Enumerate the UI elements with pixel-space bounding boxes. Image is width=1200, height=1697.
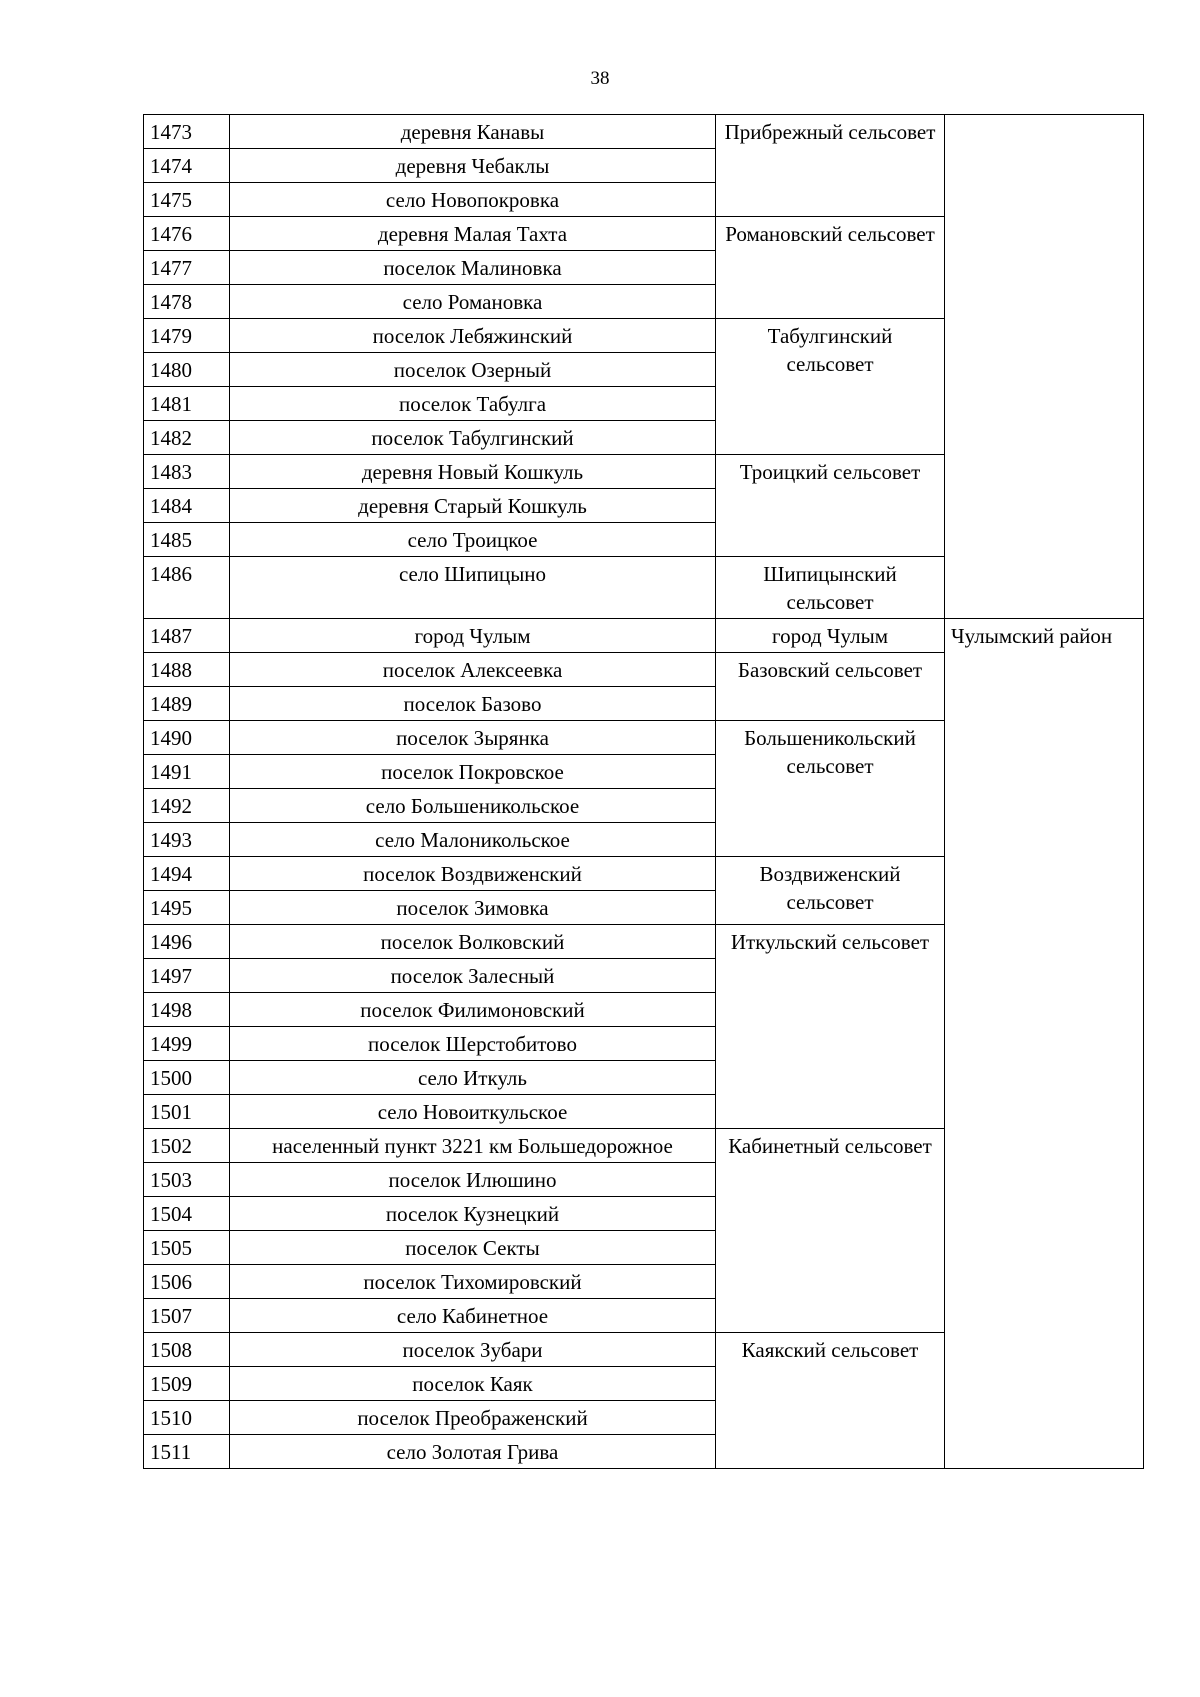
row-number: 1486 bbox=[144, 557, 230, 619]
row-number: 1494 bbox=[144, 857, 230, 891]
settlement-name: поселок Базово bbox=[230, 687, 716, 721]
settlement-name: деревня Малая Тахта bbox=[230, 217, 716, 251]
settlement-name: село Золотая Грива bbox=[230, 1435, 716, 1469]
settlement-name: деревня Новый Кошкуль bbox=[230, 455, 716, 489]
settlement-name: поселок Волковский bbox=[230, 925, 716, 959]
row-number: 1504 bbox=[144, 1197, 230, 1231]
settlement-name: поселок Лебяжинский bbox=[230, 319, 716, 353]
council-cell: Каякский сельсовет bbox=[716, 1333, 945, 1469]
table-row bbox=[144, 115, 1144, 149]
page-number: 38 bbox=[590, 68, 610, 89]
settlement-name: поселок Преображенский bbox=[230, 1401, 716, 1435]
row-number: 1492 bbox=[144, 789, 230, 823]
settlement-name: деревня Канавы bbox=[230, 115, 716, 149]
settlement-name: поселок Табулгинский bbox=[230, 421, 716, 455]
council-cell: город Чулым bbox=[716, 619, 945, 653]
row-number: 1481 bbox=[144, 387, 230, 421]
settlements-table bbox=[143, 114, 1144, 1469]
row-number: 1490 bbox=[144, 721, 230, 755]
settlement-name: село Троицкое bbox=[230, 523, 716, 557]
row-number: 1503 bbox=[144, 1163, 230, 1197]
row-number: 1473 bbox=[144, 115, 230, 149]
district-cell: Чулымский район bbox=[945, 619, 1144, 1469]
row-number: 1488 bbox=[144, 653, 230, 687]
row-number: 1496 bbox=[144, 925, 230, 959]
settlement-name: поселок Тихомировский bbox=[230, 1265, 716, 1299]
settlement-name: село Кабинетное bbox=[230, 1299, 716, 1333]
row-number: 1482 bbox=[144, 421, 230, 455]
council-cell: Воздвиженский сельсовет bbox=[716, 857, 945, 925]
settlement-name: поселок Зубари bbox=[230, 1333, 716, 1367]
council-cell: Большеникольский сельсовет bbox=[716, 721, 945, 857]
settlement-name: поселок Филимоновский bbox=[230, 993, 716, 1027]
row-number: 1477 bbox=[144, 251, 230, 285]
settlement-name: поселок Залесный bbox=[230, 959, 716, 993]
council-cell: Прибрежный сельсовет bbox=[716, 115, 945, 217]
settlement-name: село Новопокровка bbox=[230, 183, 716, 217]
council-cell: Кабинетный сельсовет bbox=[716, 1129, 945, 1333]
row-number: 1502 bbox=[144, 1129, 230, 1163]
settlement-name: поселок Воздвиженский bbox=[230, 857, 716, 891]
row-number: 1498 bbox=[144, 993, 230, 1027]
row-number: 1480 bbox=[144, 353, 230, 387]
council-cell: Табулгинский сельсовет bbox=[716, 319, 945, 455]
row-number: 1487 bbox=[144, 619, 230, 653]
row-number: 1507 bbox=[144, 1299, 230, 1333]
row-number: 1483 bbox=[144, 455, 230, 489]
row-number: 1511 bbox=[144, 1435, 230, 1469]
row-number: 1479 bbox=[144, 319, 230, 353]
row-number: 1489 bbox=[144, 687, 230, 721]
row-number: 1497 bbox=[144, 959, 230, 993]
settlement-name: поселок Шерстобитово bbox=[230, 1027, 716, 1061]
row-number: 1509 bbox=[144, 1367, 230, 1401]
council-cell: Иткульский сельсовет bbox=[716, 925, 945, 1129]
row-number: 1475 bbox=[144, 183, 230, 217]
settlement-name: деревня Чебаклы bbox=[230, 149, 716, 183]
table-row bbox=[144, 619, 1144, 653]
settlement-name: поселок Алексеевка bbox=[230, 653, 716, 687]
row-number: 1500 bbox=[144, 1061, 230, 1095]
settlement-name: поселок Табулга bbox=[230, 387, 716, 421]
row-number: 1484 bbox=[144, 489, 230, 523]
council-cell: Шипицынский сельсовет bbox=[716, 557, 945, 619]
row-number: 1510 bbox=[144, 1401, 230, 1435]
settlement-name: поселок Секты bbox=[230, 1231, 716, 1265]
settlement-name: поселок Малиновка bbox=[230, 251, 716, 285]
settlement-name: поселок Илюшино bbox=[230, 1163, 716, 1197]
row-number: 1501 bbox=[144, 1095, 230, 1129]
row-number: 1474 bbox=[144, 149, 230, 183]
settlement-name: село Новоиткульское bbox=[230, 1095, 716, 1129]
settlement-name: село Романовка bbox=[230, 285, 716, 319]
council-cell: Романовский сельсовет bbox=[716, 217, 945, 319]
row-number: 1508 bbox=[144, 1333, 230, 1367]
settlement-name: деревня Старый Кошкуль bbox=[230, 489, 716, 523]
row-number: 1485 bbox=[144, 523, 230, 557]
row-number: 1499 bbox=[144, 1027, 230, 1061]
row-number: 1493 bbox=[144, 823, 230, 857]
settlement-name: поселок Озерный bbox=[230, 353, 716, 387]
row-number: 1495 bbox=[144, 891, 230, 925]
settlement-name: село Большеникольское bbox=[230, 789, 716, 823]
row-number: 1506 bbox=[144, 1265, 230, 1299]
row-number: 1491 bbox=[144, 755, 230, 789]
settlement-name: поселок Кузнецкий bbox=[230, 1197, 716, 1231]
settlement-name: село Малоникольское bbox=[230, 823, 716, 857]
settlement-name: село Шипицыно bbox=[230, 557, 716, 619]
council-cell: Базовский сельсовет bbox=[716, 653, 945, 721]
district-cell bbox=[945, 115, 1144, 619]
settlement-name: город Чулым bbox=[230, 619, 716, 653]
settlement-name: поселок Зимовка bbox=[230, 891, 716, 925]
settlement-name: населенный пункт 3221 км Большедорожное bbox=[230, 1129, 716, 1163]
row-number: 1476 bbox=[144, 217, 230, 251]
settlement-name: село Иткуль bbox=[230, 1061, 716, 1095]
row-number: 1478 bbox=[144, 285, 230, 319]
row-number: 1505 bbox=[144, 1231, 230, 1265]
settlement-name: поселок Покровское bbox=[230, 755, 716, 789]
settlement-name: поселок Зырянка bbox=[230, 721, 716, 755]
settlement-name: поселок Каяк bbox=[230, 1367, 716, 1401]
council-cell: Троицкий сельсовет bbox=[716, 455, 945, 557]
